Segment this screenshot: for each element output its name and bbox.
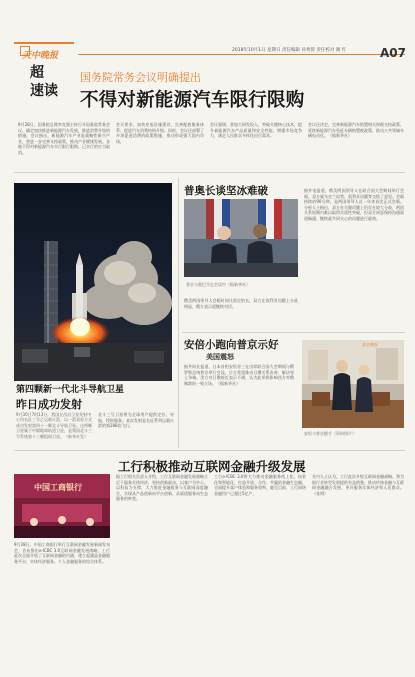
abe-photo xyxy=(302,340,404,428)
lead-column-3: 会议强调，要加大研发投入，突破关键核心技术，提升新能源汽车产品质量和安全性能，增强市场竞争力，满足人民群众多样化出行需求。 xyxy=(210,122,302,139)
column-divider xyxy=(178,178,179,448)
launch-caption: 9月30日7时13分，我国在西昌卫星发射中心用长征三号乙运载火箭，以一箭双星方式成功发射第四十一颗北斗导航卫星。这两颗卫星属于中圆地球轨道卫星，是我国北斗三号系统第十三颗组网卫星。（新华社发） xyxy=(16,412,92,439)
rocket-launch-photo xyxy=(14,183,172,381)
section-divider-finance xyxy=(14,450,405,451)
section-logo xyxy=(14,44,72,99)
section-divider-abe xyxy=(182,332,405,333)
finance-column-3: 工行e-ICBC 3.0将大力推动金融服务线上化、场景化和智能化，打造开放、合作、共赢的金融生态圈，全面提升客户体验和服务效率。截至目前，工行网络金融用户已超过5亿户。 xyxy=(214,474,306,496)
abe-caption: 安倍与普京握手（资料图片） xyxy=(304,431,356,436)
finance-column-4: 业内人士认为，工行此次升级互联网金融战略，将为银行业转型发展提供有益借鉴，推动传统金融与互联网金融融合发展，更好服务实体经济和人民群众。（张明） xyxy=(312,474,404,496)
lead-column-4: 会议还决定，完善新能源汽车购置相关财税支持政策，延续新能源汽车免征车辆购置税政策，推动公共领域车辆电动化。（据新华社） xyxy=(308,122,404,139)
putin-photo xyxy=(184,199,298,277)
masthead-brand: 天中晚报 xyxy=(22,51,59,61)
finance-column-2: 据工行相关负责人介绍，工行互联网金融发展战略立足于服务实体经济，坚持创新驱动，以客户为中心，以科技为支撑，大力推进金融服务与互联网深度融合，实现从产品创新向平台创新、从渠道服务向生态服务的转变。 xyxy=(116,474,208,502)
lead-headline: 不得对新能源汽车限行限购 xyxy=(80,90,305,111)
putin-body-left: 俄美两国领导人会晤时间比预定的长，双方在叙利亚问题上分歧明显，俄方表示愿继续对话。 xyxy=(184,298,298,309)
launch-title-line1: 第四颗新一代北斗导航卫星 xyxy=(16,385,125,395)
rocket-launch-image xyxy=(14,183,172,381)
section-divider xyxy=(14,172,405,173)
page-number: A07 xyxy=(380,46,406,60)
finance-headline: 工行积极推动互联网金融升级发展 xyxy=(118,459,306,474)
finance-photo xyxy=(14,474,110,538)
abe-photo-tag: 北京晚报 xyxy=(362,342,378,347)
dateline: 2018年10月1日 星期日 责任编辑 孙秀蓉 责任校对 谢 红 xyxy=(232,48,347,53)
launch-title-line2: 昨日成功发射 xyxy=(16,398,82,411)
finance-banner-text: 中国工商银行 xyxy=(34,483,82,492)
putin-body-right: 据外电报道，俄美两国领导人在联合国大会期间举行会晤。双方就乌克兰局势、叙利亚问题等交换了意见。会晤持续约90分钟，是两国领导人近一年来首次正式会晤。分析人士指出，双方在关键问题上仍存在较大分歧，两国关系短期内难以取得实质性突破，但双方同意保持沟通渠道畅通，继续就共同关心的问题进行磋商。 xyxy=(304,188,404,221)
putin-title: 普奥长谈坚冰难破 xyxy=(184,185,268,197)
finance-column-1: 9月28日，中国工商银行举行互联网金融发展新闻发布会，宣布推出e-ICBC 3.0互联网金融发展战略，工行此次全面升级了互联网金融的内涵，建立起涵盖金融服务平台、实体经济服务、个人金融服务的综合体系。 xyxy=(14,542,110,564)
abe-title-line1: 安倍小跑向普京示好 xyxy=(184,339,279,351)
putin-obama-image xyxy=(184,199,298,277)
section-name-line1: 超 xyxy=(30,65,44,81)
abe-body: 据共同社报道，日本首相安倍晋三在出席联合国大会期间与俄罗斯总统普京举行会谈。日方希望推动日俄关系改善，解决领土争端。美方对日俄接近表示不满，认为此举将影响西方对俄制裁的一致立场。（据新华社） xyxy=(184,364,294,386)
lead-column-1: 9月28日，国务院总理李克强主持召开国务院常务会议，确定加快推进新能源汽车发展、推进消费升级的措施。会议指出，新能源汽车产业是战略性新兴产业，要进一步完善支持政策，推动产业健康发展。各地不得对新能源汽车实行限行限购，已实行的应当取消。 xyxy=(18,122,110,155)
section-name-line2: 速读 xyxy=(30,83,58,99)
abe-title-line2: 美国震怒 xyxy=(206,353,234,361)
putin-caption: 普京与奥巴马在会谈中（据新华社） xyxy=(186,282,250,287)
launch-body: 北斗三号卫星将为全球用户提供定位、导航、授时服务。本次发射是长征系列运载火箭的第288次飞行。 xyxy=(98,412,174,429)
masthead-rule xyxy=(78,54,405,55)
lead-column-2: 会议要求，加快充电设施建设，完善配套服务体系，促进汽车消费结构升级。同时，会议还部署了多项促进消费的政策措施，推动形成强大国内市场。 xyxy=(116,122,204,144)
lead-kicker: 国务院常务会议明确提出 xyxy=(80,71,201,84)
abe-putin-image xyxy=(302,340,404,428)
